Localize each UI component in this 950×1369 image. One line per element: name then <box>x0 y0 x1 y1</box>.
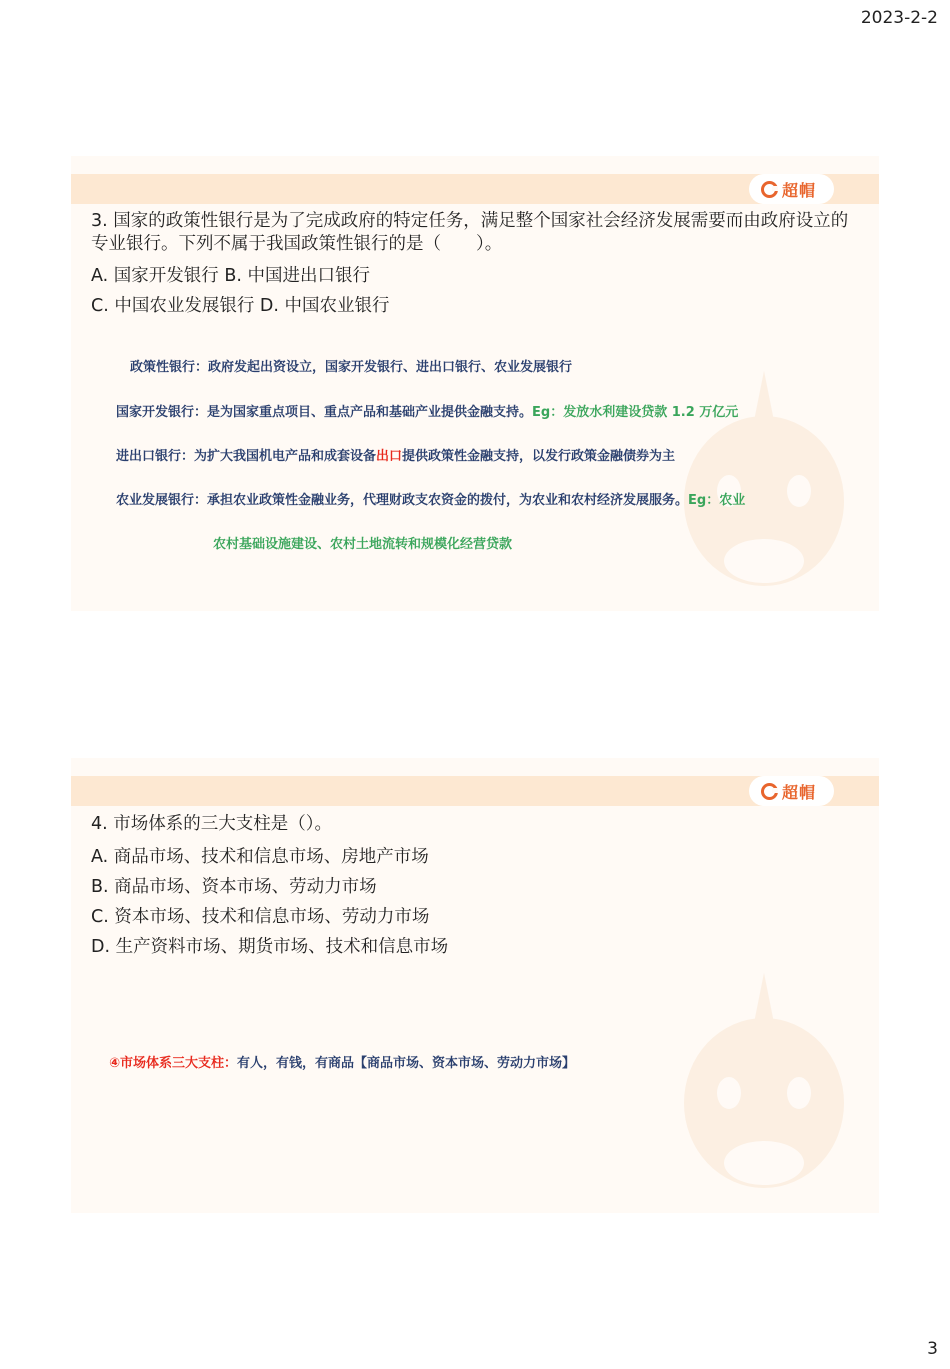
logo-text: 超帽 <box>782 180 817 200</box>
option-d: D. 生产资料市场、期货市场、技术和信息市场 <box>91 937 449 957</box>
note-market-pillars <box>109 1052 575 1071</box>
band-end-pill <box>839 776 879 806</box>
brand-logo <box>761 178 816 200</box>
band-end-pill <box>839 174 879 204</box>
note-cdb <box>116 401 738 420</box>
slide-question-4 <box>71 758 879 1213</box>
note-adb <box>116 489 745 508</box>
brand-logo <box>761 780 816 802</box>
note-exim-c: 提供政策性金融支持，以发行政策金融债券为主 <box>402 449 676 464</box>
unicorn-mascot-icon <box>669 361 849 601</box>
note-exim-a: 进出口银行：为扩大我国机电产品和成套设备 <box>116 449 377 464</box>
note-exim-highlight: 出口 <box>376 449 403 464</box>
note-market-label: ④市场体系三大支柱： <box>109 1056 238 1071</box>
question-text: 4. 市场体系的三大支柱是（）。 <box>91 814 333 834</box>
option-a: A. 商品市场、技术和信息市场、房地产市场 <box>91 847 429 867</box>
note-cdb-main: 国家开发银行：是为国家重点项目、重点产品和基础产业提供金融支持。 <box>116 405 533 420</box>
logo-text: 超帽 <box>782 782 817 802</box>
note-cdb-example: Eg：发放水利建设贷款 1.2 万亿元 <box>532 405 739 420</box>
option-c: C. 资本市场、技术和信息市场、劳动力市场 <box>91 907 430 927</box>
unicorn-mascot-icon <box>669 963 849 1203</box>
option-line-ab: A. 国家开发银行 B. 中国进出口银行 <box>91 266 370 286</box>
note-market-text: 有人，有钱，有商品【商品市场、资本市场、劳动力市场】 <box>237 1056 576 1071</box>
note-exim <box>116 445 675 464</box>
page-number: 3 <box>927 1339 938 1359</box>
note-adb-example-cont: 农村基础设施建设、农村土地流转和规模化经营贷款 <box>213 537 513 552</box>
note-policy-banks: 政策性银行：政府发起出资设立，国家开发银行、进出口银行、农业发展银行 <box>130 360 573 375</box>
logo-g-icon <box>761 783 778 800</box>
question-text: 3. 国家的政策性银行是为了完成政府的特定任务，满足整个国家社会经济发展需要而由政府设立的专业银行。下列不属于我国政策性银行的是（ ）。 <box>91 211 849 254</box>
note-adb-main: 农业发展银行：承担农业政策性金融业务，代理财政支农资金的拨付，为农业和农村经济发展服务。 <box>116 493 689 508</box>
option-b: B. 商品市场、资本市场、劳动力市场 <box>91 877 377 897</box>
note-adb-example: Eg：农业 <box>688 493 746 508</box>
option-line-cd: C. 中国农业发展银行 D. 中国农业银行 <box>91 296 390 316</box>
slide-question-3 <box>71 156 879 611</box>
logo-g-icon <box>761 181 778 198</box>
page-date: 2023-2-2 <box>860 8 938 28</box>
